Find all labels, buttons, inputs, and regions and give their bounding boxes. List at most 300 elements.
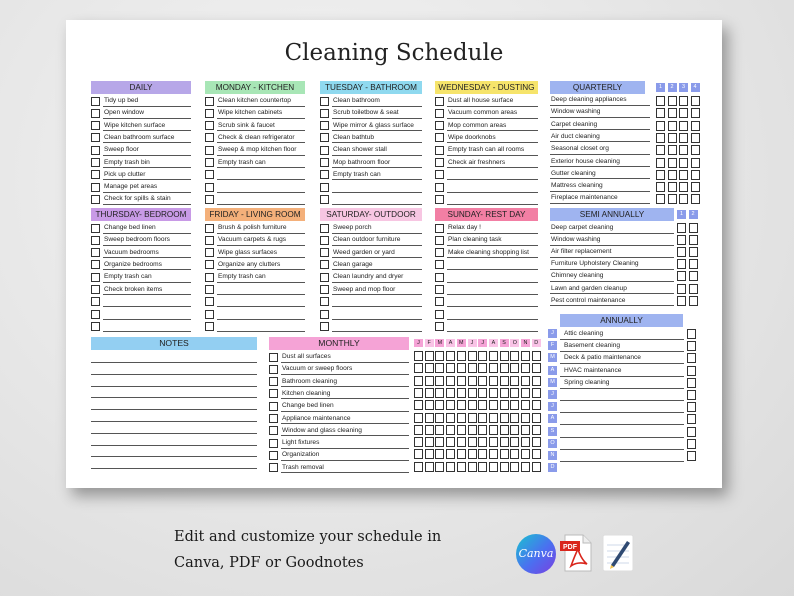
task-checkbox[interactable] — [205, 273, 214, 282]
task-checkbox[interactable] — [320, 109, 329, 118]
monthly-checkbox[interactable] — [500, 425, 509, 435]
monthly-checkbox[interactable] — [478, 400, 487, 410]
task-checkbox[interactable] — [320, 236, 329, 245]
monthly-checkbox[interactable] — [435, 376, 444, 386]
monthly-checkbox[interactable] — [532, 351, 541, 361]
task-label[interactable]: Empty trash can — [332, 169, 422, 181]
monthly-checkbox[interactable] — [510, 388, 519, 398]
task-label[interactable]: Clean bathroom — [332, 95, 422, 107]
task-label[interactable] — [217, 320, 305, 332]
annual-task-label[interactable] — [564, 401, 682, 412]
monthly-checkbox[interactable] — [521, 437, 530, 447]
task-checkbox[interactable] — [91, 183, 100, 192]
task-label[interactable]: Pick up clutter — [103, 169, 191, 181]
task-checkbox[interactable] — [320, 133, 329, 142]
annual-checkbox[interactable] — [687, 451, 696, 461]
task-label[interactable]: Organization — [281, 449, 409, 461]
monthly-checkbox[interactable] — [468, 376, 477, 386]
task-label[interactable] — [217, 296, 305, 308]
quarter-checkbox[interactable] — [668, 108, 677, 118]
task-label[interactable]: Pest control maintenance — [550, 295, 674, 307]
monthly-checkbox[interactable] — [468, 363, 477, 373]
quarter-checkbox[interactable] — [668, 121, 677, 131]
monthly-checkbox[interactable] — [532, 449, 541, 459]
task-label[interactable] — [447, 271, 538, 283]
task-checkbox[interactable] — [269, 426, 278, 435]
task-checkbox[interactable] — [269, 353, 278, 362]
task-checkbox[interactable] — [91, 195, 100, 204]
task-checkbox[interactable] — [435, 297, 444, 306]
task-label[interactable]: Deep cleaning appliances — [550, 94, 650, 106]
task-checkbox[interactable] — [91, 109, 100, 118]
task-label[interactable]: Mop common areas — [447, 120, 538, 132]
task-label[interactable]: Wipe kitchen cabinets — [217, 107, 305, 119]
monthly-checkbox[interactable] — [468, 425, 477, 435]
annual-checkbox[interactable] — [687, 439, 696, 449]
annual-checkbox[interactable] — [687, 378, 696, 388]
task-checkbox[interactable] — [91, 224, 100, 233]
task-label[interactable] — [217, 181, 305, 193]
monthly-checkbox[interactable] — [489, 449, 498, 459]
task-checkbox[interactable] — [435, 158, 444, 167]
quarter-checkbox[interactable] — [679, 108, 688, 118]
monthly-checkbox[interactable] — [500, 449, 509, 459]
task-checkbox[interactable] — [91, 285, 100, 294]
task-checkbox[interactable] — [91, 248, 100, 257]
semi-checkbox[interactable] — [677, 296, 686, 306]
semi-checkbox[interactable] — [689, 296, 698, 306]
task-label[interactable]: Bathroom cleaning — [281, 376, 409, 388]
monthly-checkbox[interactable] — [478, 376, 487, 386]
task-checkbox[interactable] — [435, 322, 444, 331]
annual-checkbox[interactable] — [687, 414, 696, 424]
monthly-checkbox[interactable] — [446, 376, 455, 386]
task-checkbox[interactable] — [205, 248, 214, 257]
quarter-checkbox[interactable] — [691, 96, 700, 106]
task-label[interactable]: Clean laundry and dryer — [332, 271, 422, 283]
monthly-checkbox[interactable] — [478, 425, 487, 435]
task-checkbox[interactable] — [320, 183, 329, 192]
task-label[interactable]: Window and glass cleaning — [281, 425, 409, 437]
task-label[interactable]: Clean bathtub — [332, 132, 422, 144]
task-checkbox[interactable] — [205, 310, 214, 319]
semi-checkbox[interactable] — [689, 284, 698, 294]
task-label[interactable]: Trash removal — [281, 462, 409, 474]
task-label[interactable]: Air duct cleaning — [550, 131, 650, 143]
task-checkbox[interactable] — [91, 310, 100, 319]
task-label[interactable]: Manage pet areas — [103, 181, 191, 193]
monthly-checkbox[interactable] — [446, 413, 455, 423]
task-label[interactable] — [332, 193, 422, 205]
annual-checkbox[interactable] — [687, 427, 696, 437]
monthly-checkbox[interactable] — [489, 363, 498, 373]
monthly-checkbox[interactable] — [414, 388, 423, 398]
task-checkbox[interactable] — [205, 121, 214, 130]
task-checkbox[interactable] — [205, 322, 214, 331]
monthly-checkbox[interactable] — [457, 462, 466, 472]
task-checkbox[interactable] — [320, 158, 329, 167]
task-checkbox[interactable] — [320, 170, 329, 179]
task-checkbox[interactable] — [205, 285, 214, 294]
quarter-checkbox[interactable] — [656, 170, 665, 180]
task-checkbox[interactable] — [205, 170, 214, 179]
quarter-checkbox[interactable] — [691, 108, 700, 118]
task-checkbox[interactable] — [269, 402, 278, 411]
monthly-checkbox[interactable] — [510, 437, 519, 447]
monthly-checkbox[interactable] — [489, 437, 498, 447]
task-checkbox[interactable] — [435, 183, 444, 192]
quarter-checkbox[interactable] — [679, 194, 688, 204]
monthly-checkbox[interactable] — [489, 400, 498, 410]
task-checkbox[interactable] — [205, 224, 214, 233]
monthly-checkbox[interactable] — [435, 449, 444, 459]
monthly-checkbox[interactable] — [510, 376, 519, 386]
task-label[interactable]: Plan cleaning task — [447, 234, 538, 246]
task-label[interactable] — [447, 193, 538, 205]
task-label[interactable] — [103, 320, 191, 332]
task-label[interactable]: Gutter cleaning — [550, 168, 650, 180]
monthly-checkbox[interactable] — [521, 351, 530, 361]
monthly-checkbox[interactable] — [510, 449, 519, 459]
task-checkbox[interactable] — [205, 260, 214, 269]
monthly-checkbox[interactable] — [414, 425, 423, 435]
task-checkbox[interactable] — [435, 224, 444, 233]
semi-checkbox[interactable] — [689, 235, 698, 245]
quarter-checkbox[interactable] — [679, 121, 688, 131]
task-label[interactable] — [447, 284, 538, 296]
task-label[interactable]: Clean outdoor furniture — [332, 234, 422, 246]
task-label[interactable]: Weed garden or yard — [332, 247, 422, 259]
task-label[interactable] — [332, 296, 422, 308]
task-label[interactable] — [217, 284, 305, 296]
quarter-checkbox[interactable] — [656, 182, 665, 192]
monthly-checkbox[interactable] — [510, 462, 519, 472]
monthly-checkbox[interactable] — [532, 413, 541, 423]
quarter-checkbox[interactable] — [656, 121, 665, 131]
task-label[interactable]: Scrub sink & faucet — [217, 120, 305, 132]
monthly-checkbox[interactable] — [414, 351, 423, 361]
monthly-checkbox[interactable] — [457, 376, 466, 386]
monthly-checkbox[interactable] — [478, 449, 487, 459]
task-checkbox[interactable] — [435, 195, 444, 204]
monthly-checkbox[interactable] — [414, 462, 423, 472]
task-label[interactable]: Tidy up bed — [103, 95, 191, 107]
quarter-checkbox[interactable] — [679, 158, 688, 168]
task-checkbox[interactable] — [435, 285, 444, 294]
task-label[interactable] — [217, 308, 305, 320]
monthly-checkbox[interactable] — [457, 400, 466, 410]
monthly-checkbox[interactable] — [478, 388, 487, 398]
monthly-checkbox[interactable] — [468, 400, 477, 410]
task-label[interactable]: Chimney cleaning — [550, 270, 674, 282]
task-checkbox[interactable] — [320, 224, 329, 233]
task-checkbox[interactable] — [269, 365, 278, 374]
task-label[interactable]: Window washing — [550, 106, 650, 118]
semi-checkbox[interactable] — [689, 247, 698, 257]
task-label[interactable]: Scrub toiletbow & seat — [332, 107, 422, 119]
task-label[interactable]: Mop bathroom floor — [332, 157, 422, 169]
task-checkbox[interactable] — [320, 322, 329, 331]
annual-task-label[interactable] — [564, 438, 682, 449]
task-label[interactable]: Fireplace maintenance — [550, 192, 650, 204]
annual-checkbox[interactable] — [687, 329, 696, 339]
task-checkbox[interactable] — [320, 195, 329, 204]
annual-task-label[interactable]: HVAC maintenance — [564, 366, 622, 374]
monthly-checkbox[interactable] — [510, 363, 519, 373]
monthly-checkbox[interactable] — [521, 449, 530, 459]
quarter-checkbox[interactable] — [656, 108, 665, 118]
monthly-checkbox[interactable] — [446, 425, 455, 435]
monthly-checkbox[interactable] — [521, 363, 530, 373]
monthly-checkbox[interactable] — [425, 400, 434, 410]
monthly-checkbox[interactable] — [457, 449, 466, 459]
task-label[interactable]: Furniture Upholstery Cleaning — [550, 258, 674, 270]
task-label[interactable] — [447, 296, 538, 308]
monthly-checkbox[interactable] — [414, 437, 423, 447]
monthly-checkbox[interactable] — [489, 425, 498, 435]
task-checkbox[interactable] — [269, 439, 278, 448]
task-label[interactable]: Sweep bedroom floors — [103, 234, 191, 246]
monthly-checkbox[interactable] — [435, 400, 444, 410]
task-checkbox[interactable] — [435, 273, 444, 282]
task-label[interactable] — [447, 259, 538, 271]
task-label[interactable]: Relax day ! — [447, 222, 538, 234]
quarter-checkbox[interactable] — [668, 170, 677, 180]
monthly-checkbox[interactable] — [532, 376, 541, 386]
monthly-checkbox[interactable] — [521, 462, 530, 472]
monthly-checkbox[interactable] — [425, 413, 434, 423]
monthly-checkbox[interactable] — [468, 388, 477, 398]
monthly-checkbox[interactable] — [489, 351, 498, 361]
monthly-checkbox[interactable] — [414, 363, 423, 373]
quarter-checkbox[interactable] — [668, 96, 677, 106]
task-label[interactable]: Vacuum bedrooms — [103, 247, 191, 259]
task-label[interactable] — [447, 169, 538, 181]
semi-checkbox[interactable] — [677, 284, 686, 294]
monthly-checkbox[interactable] — [478, 413, 487, 423]
monthly-checkbox[interactable] — [532, 462, 541, 472]
monthly-checkbox[interactable] — [532, 363, 541, 373]
monthly-checkbox[interactable] — [425, 449, 434, 459]
annual-task-label[interactable]: Attic cleaning — [564, 330, 604, 337]
annual-checkbox[interactable] — [687, 341, 696, 351]
task-checkbox[interactable] — [91, 121, 100, 130]
monthly-checkbox[interactable] — [532, 388, 541, 398]
task-label[interactable] — [103, 308, 191, 320]
semi-checkbox[interactable] — [689, 259, 698, 269]
monthly-checkbox[interactable] — [435, 437, 444, 447]
monthly-checkbox[interactable] — [478, 363, 487, 373]
monthly-checkbox[interactable] — [435, 425, 444, 435]
monthly-checkbox[interactable] — [425, 363, 434, 373]
monthly-checkbox[interactable] — [425, 425, 434, 435]
monthly-checkbox[interactable] — [435, 363, 444, 373]
quarter-checkbox[interactable] — [668, 182, 677, 192]
monthly-checkbox[interactable] — [446, 437, 455, 447]
annual-checkbox[interactable] — [687, 402, 696, 412]
task-label[interactable]: Organize any clutters — [217, 259, 305, 271]
task-label[interactable]: Wipe kitchen surface — [103, 120, 191, 132]
monthly-checkbox[interactable] — [457, 363, 466, 373]
task-checkbox[interactable] — [91, 297, 100, 306]
task-label[interactable] — [103, 296, 191, 308]
monthly-checkbox[interactable] — [414, 376, 423, 386]
semi-checkbox[interactable] — [677, 271, 686, 281]
task-label[interactable] — [217, 193, 305, 205]
monthly-checkbox[interactable] — [510, 351, 519, 361]
monthly-checkbox[interactable] — [521, 400, 530, 410]
task-label[interactable]: Dust all house surface — [447, 95, 538, 107]
notes-area[interactable] — [91, 351, 257, 466]
quarter-checkbox[interactable] — [656, 194, 665, 204]
task-label[interactable]: Seasonal closet org — [550, 143, 650, 155]
monthly-checkbox[interactable] — [510, 400, 519, 410]
task-label[interactable]: Change bed linen — [281, 400, 409, 412]
task-checkbox[interactable] — [91, 236, 100, 245]
task-label[interactable]: Empty trash bin — [103, 157, 191, 169]
monthly-checkbox[interactable] — [521, 425, 530, 435]
task-label[interactable]: Empty trash can — [217, 157, 305, 169]
quarter-checkbox[interactable] — [679, 133, 688, 143]
task-checkbox[interactable] — [205, 146, 214, 155]
quarter-checkbox[interactable] — [656, 158, 665, 168]
task-checkbox[interactable] — [91, 97, 100, 106]
task-label[interactable]: Clean garage — [332, 259, 422, 271]
semi-checkbox[interactable] — [677, 223, 686, 233]
task-checkbox[interactable] — [435, 133, 444, 142]
monthly-checkbox[interactable] — [435, 462, 444, 472]
task-label[interactable]: Lawn and garden cleanup — [550, 283, 674, 295]
monthly-checkbox[interactable] — [510, 425, 519, 435]
task-checkbox[interactable] — [320, 121, 329, 130]
task-label[interactable]: Check & clean refrigerator — [217, 132, 305, 144]
task-checkbox[interactable] — [435, 260, 444, 269]
quarter-checkbox[interactable] — [656, 145, 665, 155]
annual-task-label[interactable]: Basement cleaning — [564, 342, 621, 350]
task-label[interactable]: Check for spills & stain — [103, 193, 191, 205]
task-label[interactable] — [217, 169, 305, 181]
monthly-checkbox[interactable] — [500, 437, 509, 447]
annual-task-label[interactable] — [564, 450, 682, 461]
task-label[interactable] — [332, 181, 422, 193]
task-checkbox[interactable] — [91, 146, 100, 155]
monthly-checkbox[interactable] — [446, 449, 455, 459]
task-checkbox[interactable] — [91, 158, 100, 167]
task-checkbox[interactable] — [205, 183, 214, 192]
monthly-checkbox[interactable] — [478, 437, 487, 447]
monthly-checkbox[interactable] — [425, 376, 434, 386]
task-label[interactable]: Vacuum common areas — [447, 107, 538, 119]
monthly-checkbox[interactable] — [435, 388, 444, 398]
task-label[interactable]: Empty trash can — [217, 271, 305, 283]
monthly-checkbox[interactable] — [446, 388, 455, 398]
task-label[interactable] — [447, 320, 538, 332]
quarter-checkbox[interactable] — [691, 145, 700, 155]
task-label[interactable] — [447, 308, 538, 320]
annual-task-label[interactable] — [564, 426, 682, 437]
task-label[interactable] — [332, 320, 422, 332]
quarter-checkbox[interactable] — [668, 194, 677, 204]
task-checkbox[interactable] — [320, 285, 329, 294]
task-checkbox[interactable] — [269, 463, 278, 472]
task-label[interactable]: Clean bathroom surface — [103, 132, 191, 144]
task-label[interactable]: Air filter replacement — [550, 246, 674, 258]
task-checkbox[interactable] — [435, 310, 444, 319]
task-checkbox[interactable] — [91, 273, 100, 282]
monthly-checkbox[interactable] — [532, 400, 541, 410]
task-checkbox[interactable] — [91, 260, 100, 269]
task-checkbox[interactable] — [320, 97, 329, 106]
task-checkbox[interactable] — [205, 195, 214, 204]
quarter-checkbox[interactable] — [691, 170, 700, 180]
task-label[interactable]: Wipe glass surfaces — [217, 247, 305, 259]
task-checkbox[interactable] — [320, 273, 329, 282]
monthly-checkbox[interactable] — [478, 351, 487, 361]
monthly-checkbox[interactable] — [489, 413, 498, 423]
monthly-checkbox[interactable] — [457, 425, 466, 435]
task-checkbox[interactable] — [435, 170, 444, 179]
monthly-checkbox[interactable] — [478, 462, 487, 472]
quarter-checkbox[interactable] — [656, 133, 665, 143]
monthly-checkbox[interactable] — [414, 449, 423, 459]
monthly-checkbox[interactable] — [457, 437, 466, 447]
semi-checkbox[interactable] — [689, 223, 698, 233]
task-label[interactable]: Wipe mirror & glass surface — [332, 120, 422, 132]
quarter-checkbox[interactable] — [668, 158, 677, 168]
task-checkbox[interactable] — [435, 248, 444, 257]
monthly-checkbox[interactable] — [521, 376, 530, 386]
monthly-checkbox[interactable] — [500, 388, 509, 398]
task-checkbox[interactable] — [435, 146, 444, 155]
task-label[interactable]: Sweep floor — [103, 144, 191, 156]
monthly-checkbox[interactable] — [446, 363, 455, 373]
task-label[interactable] — [332, 308, 422, 320]
monthly-checkbox[interactable] — [446, 462, 455, 472]
monthly-checkbox[interactable] — [500, 351, 509, 361]
quarter-checkbox[interactable] — [691, 121, 700, 131]
task-label[interactable]: Sweep & mop kitchen floor — [217, 144, 305, 156]
quarter-checkbox[interactable] — [679, 145, 688, 155]
task-label[interactable]: Dust all surfaces — [281, 351, 409, 363]
monthly-checkbox[interactable] — [500, 376, 509, 386]
quarter-checkbox[interactable] — [668, 133, 677, 143]
monthly-checkbox[interactable] — [457, 413, 466, 423]
task-checkbox[interactable] — [269, 414, 278, 423]
task-label[interactable]: Check broken items — [103, 284, 191, 296]
task-label[interactable]: Organize bedrooms — [103, 259, 191, 271]
task-label[interactable]: Open window — [103, 107, 191, 119]
task-label[interactable]: Make cleaning shopping list — [447, 247, 538, 259]
quarter-checkbox[interactable] — [679, 170, 688, 180]
task-checkbox[interactable] — [91, 133, 100, 142]
task-label[interactable]: Kitchen cleaning — [281, 388, 409, 400]
monthly-checkbox[interactable] — [489, 462, 498, 472]
monthly-checkbox[interactable] — [500, 363, 509, 373]
task-label[interactable]: Sweep porch — [332, 222, 422, 234]
monthly-checkbox[interactable] — [468, 351, 477, 361]
task-label[interactable]: Exterior house cleaning — [550, 156, 650, 168]
task-label[interactable]: Carpet cleaning — [550, 119, 650, 131]
semi-checkbox[interactable] — [677, 259, 686, 269]
monthly-checkbox[interactable] — [468, 437, 477, 447]
annual-checkbox[interactable] — [687, 366, 696, 376]
task-checkbox[interactable] — [205, 133, 214, 142]
task-checkbox[interactable] — [205, 158, 214, 167]
task-label[interactable]: Clean shower stall — [332, 144, 422, 156]
monthly-checkbox[interactable] — [489, 376, 498, 386]
monthly-checkbox[interactable] — [425, 437, 434, 447]
task-checkbox[interactable] — [320, 248, 329, 257]
